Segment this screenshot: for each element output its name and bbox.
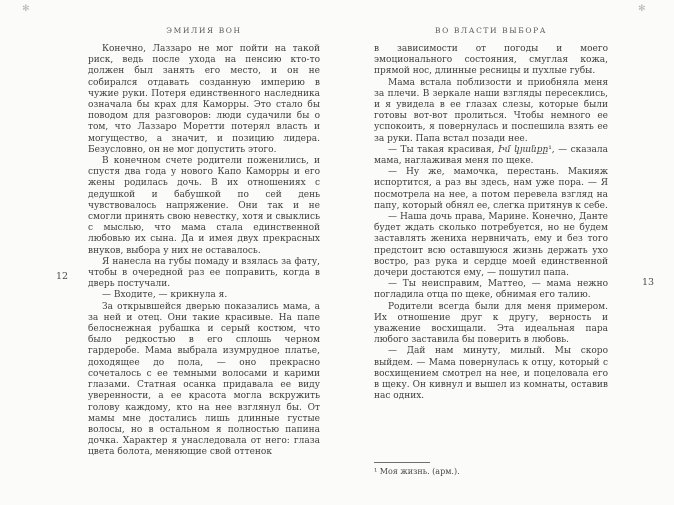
page-right bbox=[374, 26, 608, 474]
paragraph: Родители всегда были для меня примером. Их отношение друг к другу, верность и уважение восхищали. Эта идеальная пара любого заставила бы поверить в любовь. bbox=[374, 301, 608, 346]
paragraph: — Входите, — крикнула я. bbox=[102, 290, 228, 301]
corner-ornament-icon: ✻ bbox=[22, 4, 30, 14]
footnote-block bbox=[374, 462, 608, 477]
running-header-right: ВО ВЛАСТИ ВЫБОРА bbox=[434, 26, 548, 35]
paragraph: В конечном счете родители поженились, и спустя два года у нового Капо Каморры и его жены родилась дочь. В их отношениях с дедушкой и бабушкой по сей день чувствовалось напряжение. Они так и не смогли принять свою невестку, хотя и свыклись с мыслью, что мама стала единственной любовью их сына. Да и имея двух прекрасных внуков, выбора у них не оставалось. bbox=[88, 156, 320, 256]
footnote-divider bbox=[374, 462, 430, 463]
paragraph: в зависимости от погоды и моего эмоционального состояния, смуглая кожа, прямой нос, длинные ресницы и пухлые губы. bbox=[374, 44, 608, 77]
page-left bbox=[88, 26, 320, 474]
paragraph: — Дай нам минуту, милый. Мы скоро выйдем. — Мама повернулась к отцу, который с восхищением смотрел на нее, и поцеловала его в щеку. Он кивнул и вышел из комнаты, оставив нас одних. bbox=[374, 346, 608, 402]
page-left-text bbox=[88, 44, 320, 474]
paragraph: — Наша дочь права, Марине. Конечно, Данте будет ждать сколько потребуется, но не будем заставлять жениха нервничать, ему и без того предстоит всю оставшуюся жизнь держать ухо востро, раз рука и сердце моей единственной дочери достаются ему, — пошутил папа. bbox=[374, 212, 608, 279]
paragraph: Мама встала поблизости и приобняла меня за плечи. В зеркале наши взгляды пересеклись, и я увидела в ее глазах слезы, которые были готовы вот-вот пролиться. Чтобы немного ее успокоить, я повернулась и поспешила взять ее за руки. Папа встал позади нее. bbox=[374, 77, 608, 144]
page-number-left: 12 bbox=[56, 271, 69, 282]
corner-ornament-icon: ✻ bbox=[638, 4, 646, 14]
page-right-text bbox=[374, 44, 608, 474]
paragraph: — Ты неисправим, Маттео, — мама нежно погладила отца по щеке, обнимая его талию. bbox=[374, 279, 608, 301]
running-header-left: ЭМИЛИЯ ВОН bbox=[166, 26, 242, 35]
paragraph: — Ты такая красивая, Իմ կյանքը¹, — сказала мама, наглаживая меня по щеке. bbox=[374, 144, 608, 167]
page-number-right: 13 bbox=[642, 277, 655, 288]
paragraph: — Ну же, мамочка, перестань. Макияж испортится, а раз вы здесь, нам уже пора. — Я посмотрела на нее, а потом перевела взгляд на папу, который обнял ее, слегка притянув к себе. bbox=[374, 167, 608, 211]
paragraph: Конечно, Лаззаро не мог пойти на такой риск, ведь после ухода на пенсию кто-то должен был занять его место, и он не собирался отдавать созданную империю в чужие руки. Потеря единственного наследника означала бы крах для Каморры. Это стало бы поводом для разговоров: люди судачили бы о том, что Лаззаро Моретти потерял власть и могущество, а значит, и позицию лидера. Безусловно, он не мог допустить этого. bbox=[88, 44, 320, 155]
paragraph: Я нанесла на губы помаду и взялась за фату, чтобы в очередной раз ее поправить, когда в дверь постучали. bbox=[88, 256, 320, 290]
footnote: ¹ Моя жизнь. (арм.). bbox=[374, 467, 460, 476]
paragraph: За открывшейся дверью показались мама, а за ней и отец. Они такие красивые. На папе белоснежная рубашка и серый костюм, что было редкостью в его сплошь черном гардеробе. Мама выбрала изумрудное платье, доходящее до пола, — оно прекрасно сочеталось с ее темными волосами и карими глазами. Статная осанка придавала ее виду уверенности, а ее красота могла вскружить голову каждому, кто на нее взглянул бы. От мамы мне достались лишь длинные густые волосы, но в остальном я полностью папина дочка. Характер я унаследовала от него: глаза цвета болота, меняющие свой оттенок bbox=[88, 301, 320, 458]
